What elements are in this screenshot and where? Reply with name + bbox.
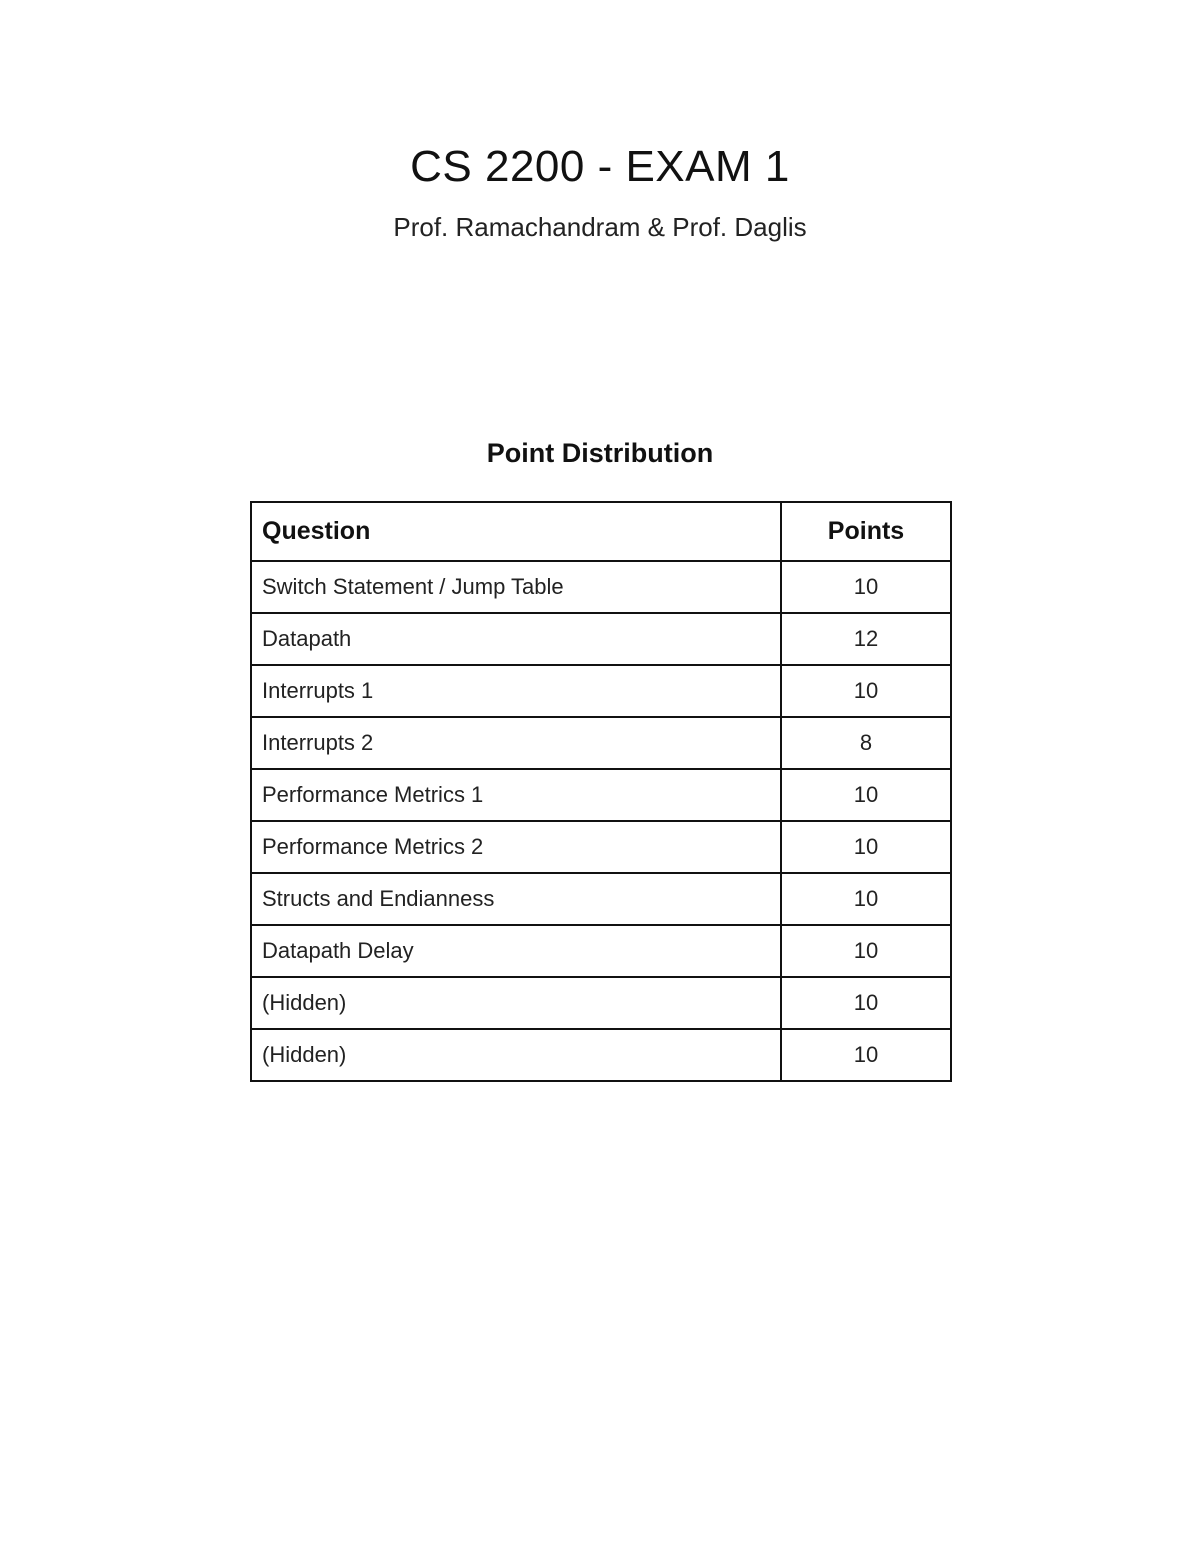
question-cell: Datapath (251, 613, 781, 665)
question-cell: Datapath Delay (251, 925, 781, 977)
exam-title: CS 2200 - EXAM 1 (410, 142, 790, 191)
points-cell: 8 (781, 717, 951, 769)
question-cell: (Hidden) (251, 1029, 781, 1081)
table-row (251, 717, 951, 769)
question-cell: Structs and Endianness (251, 873, 781, 925)
table-header-row (251, 502, 951, 561)
table-row (251, 925, 951, 977)
points-cell: 10 (781, 925, 951, 977)
table-row (251, 821, 951, 873)
point-distribution-table (250, 501, 952, 1082)
table-row (251, 665, 951, 717)
table-row (251, 613, 951, 665)
points-cell: 10 (781, 769, 951, 821)
points-cell: 10 (781, 1029, 951, 1081)
question-cell: (Hidden) (251, 977, 781, 1029)
table-row (251, 561, 951, 613)
header-points: Points (781, 502, 951, 561)
points-cell: 10 (781, 873, 951, 925)
table-row (251, 977, 951, 1029)
points-cell: 10 (781, 977, 951, 1029)
question-cell: Interrupts 2 (251, 717, 781, 769)
question-cell: Switch Statement / Jump Table (251, 561, 781, 613)
point-distribution-heading: Point Distribution (486, 438, 714, 468)
table-row (251, 1029, 951, 1081)
professors-subtitle: Prof. Ramachandram & Prof. Daglis (393, 212, 807, 242)
points-cell: 10 (781, 665, 951, 717)
points-cell: 12 (781, 613, 951, 665)
question-cell: Performance Metrics 1 (251, 769, 781, 821)
table-row (251, 873, 951, 925)
question-cell: Interrupts 1 (251, 665, 781, 717)
question-cell: Performance Metrics 2 (251, 821, 781, 873)
table-row (251, 769, 951, 821)
points-cell: 10 (781, 561, 951, 613)
header-question: Question (251, 502, 781, 561)
points-cell: 10 (781, 821, 951, 873)
